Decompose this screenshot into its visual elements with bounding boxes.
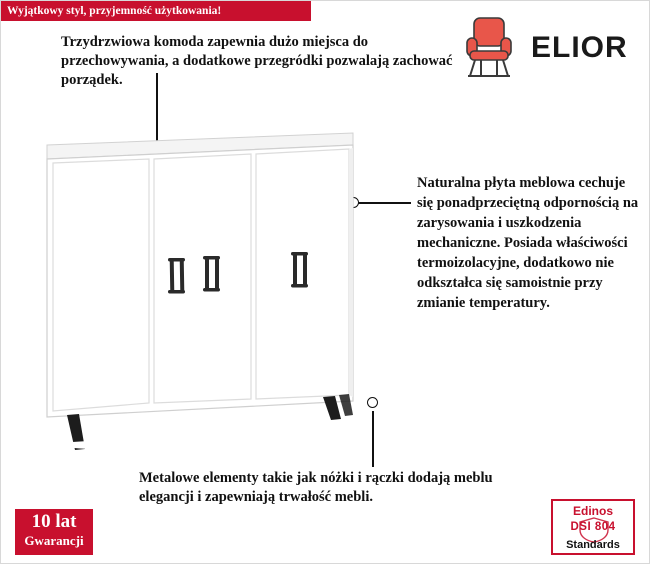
callout-board-text: Naturalna płyta meblowa cechuje się ponadprzeciętną odpornością na zarysowania i uszkodzenia mechaniczne. Posiada właściwości termoizolacyjne, dodatkowo nie odkształca się samoistnie przy zmianie temperatury. [417, 175, 639, 311]
callout-metal-text: Metalowe elementy takie jak nóżki i rączki dodają meblu elegancji i zapewniają trwałość mebli. [139, 470, 493, 505]
guarantee-years: 10 lat [31, 511, 77, 532]
standards-brand: Edinos [572, 504, 613, 518]
brand-name: ELIOR [531, 31, 628, 64]
callout-storage-text: Trzydrzwiowa komoda zapewnia dużo miejsca do przechowywania, a dodatkowe przegródki pozwalają zachować porządek. [61, 34, 453, 88]
standards-label: Standards [566, 539, 620, 551]
armchair-icon [461, 15, 523, 79]
tagline-banner: Wyjątkowy styl, przyjemność użytkowania! [1, 1, 311, 21]
guarantee-badge [15, 509, 93, 555]
brand-logo [451, 15, 631, 79]
guarantee-label: Gwarancji [24, 533, 84, 548]
standards-badge [551, 499, 635, 555]
cabinet-illustration [23, 119, 403, 459]
standards-code: DSI 804 [570, 521, 616, 533]
